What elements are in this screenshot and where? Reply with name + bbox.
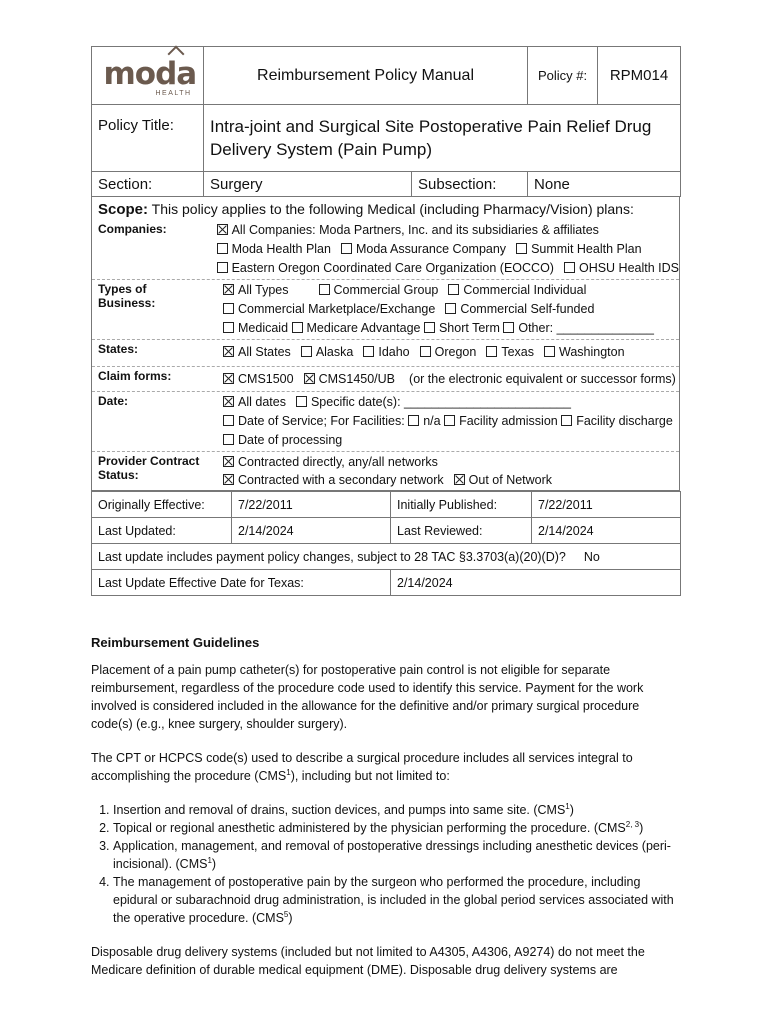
manual-title: Reimbursement Policy Manual (204, 47, 528, 105)
checkbox[interactable] (420, 346, 431, 357)
originally-effective-value: 7/22/2011 (232, 492, 391, 518)
list-item: 3. Application, management, and removal of postoperative dressings including anesthetic devices (peri-incisional). (CMS$^1$) (113, 837, 681, 873)
checkbox[interactable] (341, 243, 352, 254)
header-table (91, 46, 681, 197)
originally-effective-label: Originally Effective: (92, 492, 232, 518)
last-updated-label: Last Updated: (92, 518, 232, 544)
checkbox[interactable] (486, 346, 497, 357)
provider-row: Provider Contract Status: Contracted directly, any/all networks Contracted with a secondary network Out of Network (92, 452, 679, 490)
checkbox[interactable] (516, 243, 527, 254)
claims-row: Claim forms: CMS1500 CMS1450/UB (or the electronic equivalent or successor forms) (92, 367, 679, 392)
checkbox[interactable] (223, 322, 234, 333)
section-label: Section: (92, 172, 204, 197)
policy-header-block (91, 46, 680, 596)
checkbox[interactable] (408, 415, 419, 426)
policy-number: RPM014 (598, 47, 681, 105)
moda-health-logo: moda HEALTH (98, 50, 198, 96)
checkbox[interactable] (448, 284, 459, 295)
texas-date-value: 2/14/2024 (391, 570, 681, 596)
checkbox-checked[interactable] (223, 456, 234, 467)
checkbox[interactable] (561, 415, 572, 426)
states-row: States: All States Alaska Idaho Oregon Texas Washington (92, 340, 679, 367)
reimbursement-guidelines (91, 634, 681, 995)
checkbox[interactable] (223, 303, 234, 314)
business-label: Types of Business: (98, 282, 156, 310)
subsection-value: None (528, 172, 681, 197)
section-value: Surgery (204, 172, 412, 197)
provider-label: Provider Contract Status: (98, 454, 200, 482)
checkbox[interactable] (503, 322, 514, 333)
last-updated-value: 2/14/2024 (232, 518, 391, 544)
list-item: 2. Topical or regional anesthetic administered by the physician performing the procedure. (CMS$^{2, 3}$) (113, 819, 681, 837)
paragraph-1: Placement of a pain pump catheter(s) for postoperative pain control is not eligible for separate reimbursement, regardless of the procedure code used to identify this service. Payment for the work involved is considered included in the allowance for the definitive and/or primary surgical procedure code(s) (e.g., knee surgery, shoulder surgery). (91, 663, 644, 731)
policy-number-label: Policy #: (528, 47, 598, 105)
claims-label: Claim forms: (98, 369, 172, 383)
checkbox[interactable] (292, 322, 303, 333)
checkbox[interactable] (445, 303, 456, 314)
checkbox[interactable] (296, 396, 307, 407)
integral-services-list (91, 801, 681, 927)
checkbox-checked[interactable] (223, 284, 234, 295)
policy-title: Intra-joint and Surgical Site Postoperative Pain Relief Drug Delivery System (Pain Pump) (204, 105, 681, 172)
list-item: 4. The management of postoperative pain by the surgeon who performed the procedure, including epidural or subarachnoid drug administration, is included in the global period services associated with the operative procedure. (CMS$^5$) (113, 873, 681, 927)
checkbox[interactable] (363, 346, 374, 357)
last-reviewed-value: 2/14/2024 (532, 518, 681, 544)
companies-row: Companies: All Companies: Moda Partners, Inc. and its subsidiaries & affiliates Moda Health Plan Moda Assurance Company Summit Health Plan Eastern Oregon Coordinated Care Organization (EOCCO) OHSU Health IDS (92, 220, 679, 280)
checkbox[interactable] (217, 262, 228, 273)
tac-answer: No (583, 549, 600, 564)
scope-text: This policy applies to the following Medical (including Pharmacy/Vision) plans: (151, 201, 634, 217)
companies-label: Companies: (98, 222, 167, 236)
scope-line (92, 197, 679, 220)
tac-question: Last update includes payment policy changes, subject to 28 TAC §3.3703(a)(20)(D)? No (92, 544, 681, 570)
dates-table (91, 491, 681, 596)
paragraph-3: Disposable drug delivery systems (included but not limited to A4305, A4306, A9274) do not meet the Medicare definition of durable medical equipment (DME). Disposable drug delivery systems are (91, 945, 645, 977)
checkbox[interactable] (217, 243, 228, 254)
checkbox-checked[interactable] (223, 474, 234, 485)
checkbox-checked[interactable] (454, 474, 465, 485)
checkbox-checked[interactable] (217, 224, 228, 235)
scope-block (91, 197, 680, 491)
checkbox[interactable] (564, 262, 575, 273)
initially-published-label: Initially Published: (391, 492, 532, 518)
checkbox-checked[interactable] (304, 373, 315, 384)
checkbox-checked[interactable] (223, 373, 234, 384)
initially-published-value: 7/22/2011 (532, 492, 681, 518)
paragraph-2: The CPT or HCPCS code(s) used to describe a surgical procedure includes all services integral to accomplishing the procedure (CMS$^1$), including but not limited to: (91, 751, 633, 783)
texas-date-label: Last Update Effective Date for Texas: (92, 570, 391, 596)
last-reviewed-label: Last Reviewed: (391, 518, 532, 544)
checkbox-checked[interactable] (223, 346, 234, 357)
section-heading: Reimbursement Guidelines (91, 635, 260, 650)
states-label: States: (98, 342, 139, 356)
checkbox[interactable] (544, 346, 555, 357)
checkbox[interactable] (223, 415, 234, 426)
checkbox[interactable] (444, 415, 455, 426)
policy-title-label: Policy Title: (92, 105, 204, 172)
date-label: Date: (98, 394, 129, 408)
checkbox[interactable] (424, 322, 435, 333)
subsection-label: Subsection: (412, 172, 528, 197)
logo-cell (92, 47, 204, 105)
checkbox-checked[interactable] (223, 396, 234, 407)
date-row: Date: All dates Specific date(s): ________________________ Date of Service; For Facilities: n/a Facility admission Facility discharge Date of processing (92, 392, 679, 452)
scope-label: Scope: (98, 201, 149, 218)
list-item: 1. Insertion and removal of drains, suction devices, and pumps into same site. (CMS$^1$) (113, 801, 681, 819)
checkbox[interactable] (223, 434, 234, 445)
business-row: Types of Business: All Types Commercial Group Commercial Individual Commercial Marketplace/Exchange Commercial Self-funded Medicaid Medicare Advantage Short Term Other: ______________ (92, 280, 679, 340)
checkbox[interactable] (319, 284, 330, 295)
checkbox[interactable] (301, 346, 312, 357)
